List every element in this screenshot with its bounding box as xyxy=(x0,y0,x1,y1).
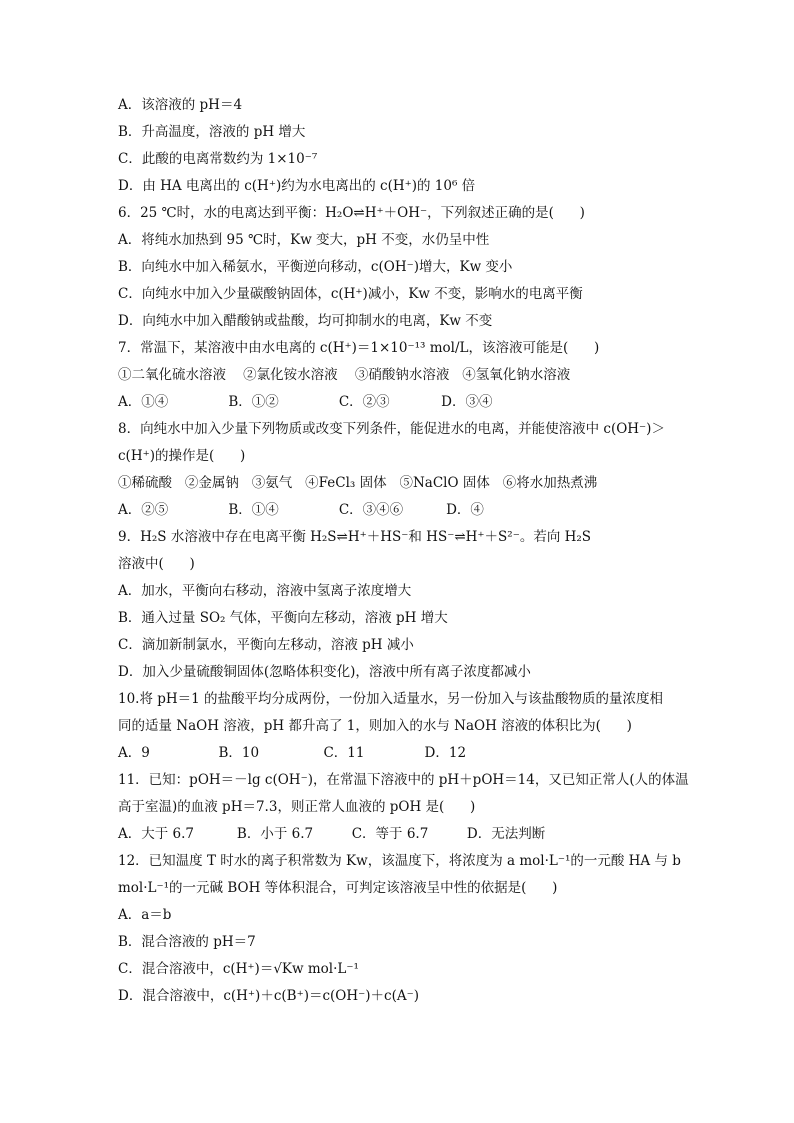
text-line: 11．已知：pOH＝－lg c(OH⁻)，在常温下溶液中的 pH＋pOH＝14，又已知正常人(人的体温 xyxy=(118,772,689,788)
text-line: A．加水，平衡向右移动，溶液中氢离子浓度增大 xyxy=(118,583,412,599)
text-line: ①稀硫酸 ②金属钠 ③氨气 ④FeCl₃ 固体 ⑤NaClO 固体 ⑥将水加热煮沸 xyxy=(118,475,598,491)
text-line: mol·L⁻¹的一元碱 BOH 等体积混合，可判定该溶液呈中性的依据是( ) xyxy=(118,880,558,896)
text-line: 高于室温)的血液 pH＝7.3，则正常人血液的 pOH 是( ) xyxy=(118,799,476,815)
text-line: D．混合溶液中，c(H⁺)＋c(B⁺)＝c(OH⁻)＋c(A⁻) xyxy=(118,988,419,1004)
text-line: D．向纯水中加入醋酸钠或盐酸，均可抑制水的电离，Kw 不变 xyxy=(118,313,493,329)
text-line: B．向纯水中加入稀氨水，平衡逆向移动，c(OH⁻)增大，Kw 变小 xyxy=(118,259,513,275)
text-line: C．滴加新制氯水，平衡向左移动，溶液 pH 减小 xyxy=(118,637,414,653)
text-line: A．将纯水加热到 95 ℃时，Kw 变大，pH 不变，水仍呈中性 xyxy=(118,232,490,248)
text-line: B．通入过量 SO₂ 气体，平衡向左移动，溶液 pH 增大 xyxy=(118,610,448,626)
text-line: A．9 B．10 C．11 D．12 xyxy=(118,745,467,761)
text-line: 溶液中( ) xyxy=(118,556,195,572)
text-line: 同的适量 NaOH 溶液，pH 都升高了 1，则加入的水与 NaOH 溶液的体积比为( ) xyxy=(118,718,632,734)
text-line: A．①④ B．①② C．②③ D．③④ xyxy=(118,394,493,410)
text-line: 9．H₂S 水溶液中存在电离平衡 H₂S⇌H⁺＋HS⁻和 HS⁻⇌H⁺＋S²⁻。若向 H₂S xyxy=(118,529,592,545)
question-text xyxy=(118,92,689,1010)
text-line: C．向纯水中加入少量碳酸钠固体，c(H⁺)减小，Kw 不变，影响水的电离平衡 xyxy=(118,286,583,302)
text-line: A．a＝b xyxy=(118,907,172,923)
text-line: A．该溶液的 pH＝4 xyxy=(118,97,243,113)
text-line: c(H⁺)的操作是( ) xyxy=(118,448,246,464)
text-line: ①二氧化硫水溶液 ②氯化铵水溶液 ③硝酸钠水溶液 ④氢氧化钠水溶液 xyxy=(118,367,571,383)
text-line: D．加入少量硫酸铜固体(忽略体积变化)，溶液中所有离子浓度都减小 xyxy=(118,664,531,680)
text-line: A．②⑤ B．①④ C．③④⑥ D．④ xyxy=(118,502,484,518)
text-line: B．升高温度，溶液的 pH 增大 xyxy=(118,124,306,140)
text-line: 10.将 pH＝1 的盐酸平均分成两份，一份加入适量水，另一份加入与该盐酸物质的量浓度相 xyxy=(118,691,664,707)
text-line: 7．常温下，某溶液中由水电离的 c(H⁺)＝1×10⁻¹³ mol/L，该溶液可能是( ) xyxy=(118,340,600,356)
text-line: A．大于 6.7 B．小于 6.7 C．等于 6.7 D．无法判断 xyxy=(118,826,546,842)
text-line: B．混合溶液的 pH＝7 xyxy=(118,934,256,950)
text-line: C．此酸的电离常数约为 1×10⁻⁷ xyxy=(118,151,318,167)
text-line: C．混合溶液中，c(H⁺)＝√Kw mol·L⁻¹ xyxy=(118,961,359,977)
text-line: 8．向纯水中加入少量下列物质或改变下列条件，能促进水的电离，并能使溶液中 c(OH⁻)＞ xyxy=(118,421,665,437)
text-line: 6．25 ℃时，水的电离达到平衡：H₂O⇌H⁺＋OH⁻，下列叙述正确的是( ) xyxy=(118,205,585,221)
text-line: D．由 HA 电离出的 c(H⁺)约为水电离出的 c(H⁺)的 10⁶ 倍 xyxy=(118,178,476,194)
text-line: 12．已知温度 T 时水的离子积常数为 Kw，该温度下，将浓度为 a mol·L⁻¹的一元酸 HA 与 b xyxy=(118,853,681,869)
